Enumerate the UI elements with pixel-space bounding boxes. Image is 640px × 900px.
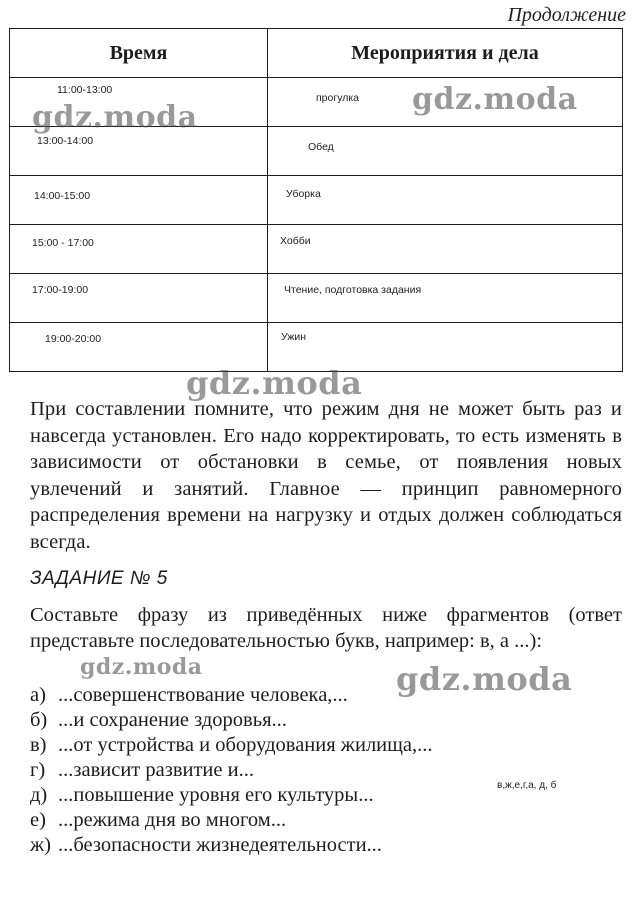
list-item xyxy=(30,708,433,733)
activity-value: прогулка xyxy=(316,92,360,104)
watermark: gdz.moda xyxy=(412,82,578,117)
activity-value: Хобби xyxy=(280,235,311,247)
activity-cell xyxy=(268,127,623,176)
task-instruction: Составьте фразу из приведённых ниже фрагментов (ответ представьте последовательностью букв, например: в, а ...): xyxy=(30,604,622,652)
option-letter: в) xyxy=(30,734,47,756)
activity-value: Обед xyxy=(308,141,334,153)
time-value: 17:00-19:00 xyxy=(32,284,89,296)
handwritten-answer: в,ж,е,г,а, д, б xyxy=(497,780,557,791)
time-value: 14:00-15:00 xyxy=(34,190,91,202)
activity-cell xyxy=(268,323,623,372)
list-item xyxy=(30,733,433,758)
activity-cell xyxy=(268,176,623,225)
option-text: ...зависит развитие и... xyxy=(58,759,254,781)
table-row xyxy=(10,176,623,225)
option-letter: б) xyxy=(30,709,48,731)
option-letter: а) xyxy=(30,684,46,706)
option-letter: г) xyxy=(30,759,46,781)
option-text: ...повышение уровня его культуры... xyxy=(58,784,374,806)
table-row xyxy=(10,127,623,176)
option-text: ...совершенствование человека,... xyxy=(58,684,348,706)
time-value: 19:00-20:00 xyxy=(45,333,102,345)
option-text: ...от устройства и оборудования жилища,... xyxy=(58,734,433,756)
list-item xyxy=(30,808,433,833)
continuation-label: Продолжение xyxy=(507,4,626,26)
list-item xyxy=(30,683,433,708)
time-cell xyxy=(10,78,268,127)
option-letter: е) xyxy=(30,809,46,831)
column-header-time: Время xyxy=(10,29,268,78)
time-value: 11:00-13:00 xyxy=(57,84,113,96)
time-value: 13:00-14:00 xyxy=(37,135,94,147)
watermark: gdz.moda xyxy=(80,654,203,680)
advice-paragraph: При составлении помните, что режим дня не может быть раз и навсегда установлен. Его надо корректировать, то есть изменять в зависимости от обстановки в семье, от появления новых увлечений и занятий. Главное — принцип равномерного распределения времени на нагрузку и отдых должен соблюдаться всегда. xyxy=(30,398,622,553)
watermark: gdz.moda xyxy=(186,364,363,402)
list-item xyxy=(30,833,433,858)
activity-value: Ужин xyxy=(281,331,307,343)
option-letter: ж) xyxy=(30,834,51,856)
option-text: ...безопасности жизнедеятельности... xyxy=(58,834,382,856)
column-header-activities: Мероприятия и дела xyxy=(268,29,623,78)
table-row xyxy=(10,323,623,372)
watermark: gdz.moda xyxy=(396,660,573,698)
table-row xyxy=(10,78,623,127)
list-item xyxy=(30,783,433,808)
schedule-table xyxy=(9,28,623,372)
activity-cell xyxy=(268,78,623,127)
time-cell xyxy=(10,225,268,274)
task-heading: ЗАДАНИЕ № 5 xyxy=(30,568,168,589)
time-value: 15:00 - 17:00 xyxy=(32,237,94,249)
watermark: gdz.moda xyxy=(32,100,198,135)
fragment-list xyxy=(30,683,433,858)
time-cell xyxy=(10,274,268,323)
activity-cell xyxy=(268,225,623,274)
option-text: ...и сохранение здоровья... xyxy=(58,709,287,731)
activity-value: Чтение, подготовка задания xyxy=(284,284,422,296)
table-row xyxy=(10,274,623,323)
option-text: ...режима дня во многом... xyxy=(58,809,287,831)
time-cell xyxy=(10,127,268,176)
activity-value: Уборка xyxy=(286,188,321,200)
option-letter: д) xyxy=(30,784,48,806)
time-cell xyxy=(10,176,268,225)
list-item xyxy=(30,758,433,783)
table-header-row xyxy=(10,29,623,78)
time-cell xyxy=(10,323,268,372)
table-row xyxy=(10,225,623,274)
activity-cell xyxy=(268,274,623,323)
